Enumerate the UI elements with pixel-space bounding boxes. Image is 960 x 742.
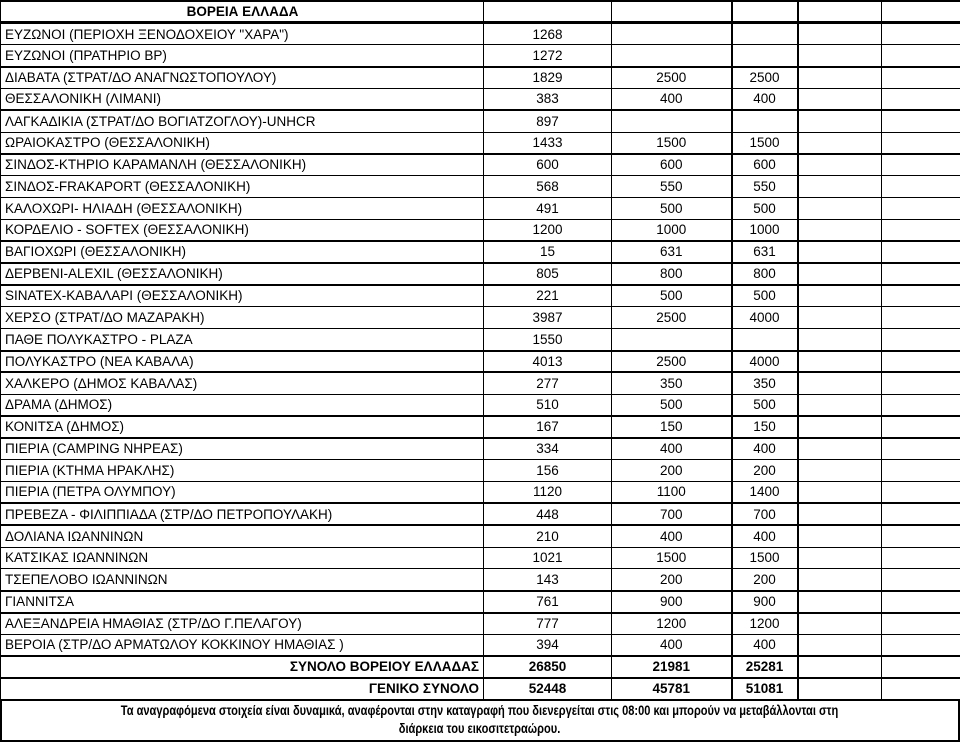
empty-cell — [798, 416, 882, 438]
total-value-cell: 21981 — [612, 656, 732, 678]
site-row — [1, 569, 960, 591]
site-value-cell: 1200 — [484, 219, 612, 241]
site-value-cell: 400 — [732, 525, 798, 547]
site-value-cell: 400 — [732, 634, 798, 656]
site-value-cell: 900 — [612, 591, 732, 613]
site-value-cell: 2500 — [612, 351, 732, 373]
empty-cell — [798, 634, 882, 656]
empty-cell — [882, 45, 960, 67]
empty-cell — [798, 372, 882, 394]
footnote-line-1: Τα αναγραφόμενα στοιχεία είναι δυναμικά, αναφέρονται στην καταγραφή που διενεργείται στις 08:00 και μπορούν να μεταβάλλονται στη — [121, 703, 839, 718]
site-name-cell: ΚΟΡΔΕΛΙΟ - SOFTEX (ΘΕΣΣΑΛΟΝΙΚΗ) — [1, 219, 484, 241]
site-name-cell: ΚΑΛΟΧΩΡΙ- ΗΛΙΑΔΗ (ΘΕΣΣΑΛΟΝΙΚΗ) — [1, 198, 484, 220]
site-value-cell: 277 — [484, 372, 612, 394]
empty-cell — [798, 569, 882, 591]
site-value-cell: 400 — [612, 88, 732, 110]
site-value-cell: 143 — [484, 569, 612, 591]
site-row — [1, 634, 960, 656]
site-row — [1, 285, 960, 307]
empty-cell — [798, 263, 882, 285]
empty-cell — [882, 416, 960, 438]
site-row — [1, 613, 960, 635]
site-value-cell — [732, 23, 798, 45]
site-value-cell: 334 — [484, 438, 612, 460]
site-row — [1, 591, 960, 613]
empty-cell — [798, 110, 882, 132]
empty-cell — [798, 45, 882, 67]
site-row — [1, 416, 960, 438]
site-value-cell: 600 — [484, 154, 612, 176]
site-value-cell: 1550 — [484, 329, 612, 351]
site-name-cell: ΛΑΓΚΑΔΙΚΙΑ (ΣΤΡΑΤ/ΔΟ ΒΟΓΙΑΤΖΟΓΛΟΥ)-UNHCR — [1, 110, 484, 132]
site-name-cell: ΚΟΝΙΤΣΑ (ΔΗΜΟΣ) — [1, 416, 484, 438]
total-value-cell: 26850 — [484, 656, 612, 678]
site-value-cell: 200 — [612, 460, 732, 482]
total-value-cell: 52448 — [484, 678, 612, 700]
site-name-cell: ΣΙΝΔΟΣ-FRAKAPORT (ΘΕΣΣΑΛΟΝΙΚΗ) — [1, 176, 484, 198]
site-value-cell: 210 — [484, 525, 612, 547]
site-value-cell: 400 — [612, 438, 732, 460]
site-name-cell: SINATEX-ΚΑΒΑΛΑΡΙ (ΘΕΣΣΑΛΟΝΙΚΗ) — [1, 285, 484, 307]
empty-cell — [882, 678, 960, 700]
site-row — [1, 198, 960, 220]
site-value-cell: 150 — [732, 416, 798, 438]
site-value-cell: 761 — [484, 591, 612, 613]
site-value-cell: 15 — [484, 241, 612, 263]
site-value-cell — [732, 110, 798, 132]
region-header-row — [1, 1, 960, 23]
site-value-cell: 1000 — [732, 219, 798, 241]
empty-cell — [798, 285, 882, 307]
empty-cell — [798, 547, 882, 569]
empty-cell — [882, 241, 960, 263]
site-row — [1, 45, 960, 67]
empty-cell — [798, 88, 882, 110]
empty-cell — [882, 67, 960, 89]
empty-cell — [882, 110, 960, 132]
site-value-cell: 350 — [612, 372, 732, 394]
site-row — [1, 547, 960, 569]
site-value-cell: 167 — [484, 416, 612, 438]
site-row — [1, 110, 960, 132]
site-value-cell: 897 — [484, 110, 612, 132]
site-value-cell: 1200 — [732, 613, 798, 635]
site-name-cell: ΠΟΛΥΚΑΣΤΡΟ (ΝΕΑ ΚΑΒΑΛΑ) — [1, 351, 484, 373]
empty-cell — [798, 219, 882, 241]
site-value-cell: 200 — [732, 460, 798, 482]
total-value-cell: 25281 — [732, 656, 798, 678]
empty-cell — [798, 241, 882, 263]
header-empty-cell — [732, 1, 798, 23]
site-value-cell — [612, 45, 732, 67]
site-name-cell: ΠΡΕΒΕΖΑ - ΦΙΛΙΠΠΙΑΔΑ (ΣΤΡ/ΔΟ ΠΕΤΡΟΠΟΥΛΑΚΗ) — [1, 503, 484, 525]
site-value-cell — [732, 329, 798, 351]
site-value-cell: 400 — [612, 525, 732, 547]
site-row — [1, 438, 960, 460]
site-value-cell: 200 — [612, 569, 732, 591]
header-empty-cell — [612, 1, 732, 23]
footnote-box — [0, 701, 960, 742]
site-value-cell: 1268 — [484, 23, 612, 45]
region-total-row — [1, 656, 960, 678]
site-value-cell: 500 — [612, 394, 732, 416]
total-value-cell: 51081 — [732, 678, 798, 700]
empty-cell — [882, 154, 960, 176]
empty-cell — [882, 460, 960, 482]
empty-cell — [798, 503, 882, 525]
site-value-cell: 1500 — [732, 132, 798, 154]
site-value-cell: 400 — [612, 634, 732, 656]
site-row — [1, 394, 960, 416]
empty-cell — [882, 351, 960, 373]
site-value-cell: 700 — [612, 503, 732, 525]
site-row — [1, 503, 960, 525]
site-name-cell: ΚΑΤΣΙΚΑΣ ΙΩΑΝΝΙΝΩΝ — [1, 547, 484, 569]
site-name-cell: ΑΛΕΞΑΝΔΡΕΙΑ ΗΜΑΘΙΑΣ (ΣΤΡ/ΔΟ Γ.ΠΕΛΑΓΟΥ) — [1, 613, 484, 635]
site-row — [1, 219, 960, 241]
site-row — [1, 307, 960, 329]
empty-cell — [798, 656, 882, 678]
empty-cell — [882, 23, 960, 45]
site-value-cell: 800 — [732, 263, 798, 285]
empty-cell — [798, 67, 882, 89]
site-value-cell: 900 — [732, 591, 798, 613]
site-row — [1, 241, 960, 263]
site-name-cell: ΔΕΡΒΕΝΙ-ALEXIL (ΘΕΣΣΑΛΟΝΙΚΗ) — [1, 263, 484, 285]
site-value-cell: 400 — [732, 88, 798, 110]
empty-cell — [882, 176, 960, 198]
empty-cell — [798, 176, 882, 198]
site-value-cell: 1120 — [484, 482, 612, 504]
empty-cell — [798, 482, 882, 504]
site-value-cell: 1500 — [612, 547, 732, 569]
site-value-cell: 221 — [484, 285, 612, 307]
site-value-cell: 550 — [612, 176, 732, 198]
empty-cell — [882, 569, 960, 591]
site-row — [1, 176, 960, 198]
empty-cell — [882, 372, 960, 394]
site-value-cell — [612, 23, 732, 45]
site-name-cell: ΕΥΖΩΝΟΙ (ΠΡΑΤΗΡΙΟ ΒΡ) — [1, 45, 484, 67]
empty-cell — [882, 613, 960, 635]
site-value-cell: 550 — [732, 176, 798, 198]
site-value-cell: 4000 — [732, 307, 798, 329]
site-value-cell: 383 — [484, 88, 612, 110]
site-value-cell: 1433 — [484, 132, 612, 154]
region-title: ΒΟΡΕΙΑ ΕΛΛΑΔΑ — [1, 1, 484, 23]
site-value-cell: 491 — [484, 198, 612, 220]
empty-cell — [798, 394, 882, 416]
site-value-cell: 600 — [732, 154, 798, 176]
site-name-cell: ΠΙΕΡΙΑ (CAMPING ΝΗΡΕΑΣ) — [1, 438, 484, 460]
site-value-cell: 500 — [732, 198, 798, 220]
empty-cell — [882, 263, 960, 285]
site-value-cell: 500 — [732, 285, 798, 307]
site-value-cell: 1829 — [484, 67, 612, 89]
site-value-cell: 1500 — [732, 547, 798, 569]
empty-cell — [882, 198, 960, 220]
empty-cell — [798, 591, 882, 613]
site-value-cell: 500 — [732, 394, 798, 416]
site-name-cell: ΘΕΣΣΑΛΟΝΙΚΗ (ΛΙΜΑΝΙ) — [1, 88, 484, 110]
site-name-cell: ΔΟΛΙΑΝΑ ΙΩΑΝΝΙΝΩΝ — [1, 525, 484, 547]
site-value-cell: 510 — [484, 394, 612, 416]
site-name-cell: ΒΑΓΙΟΧΩΡΙ (ΘΕΣΣΑΛΟΝΙΚΗ) — [1, 241, 484, 263]
empty-cell — [882, 132, 960, 154]
site-value-cell: 394 — [484, 634, 612, 656]
empty-cell — [798, 438, 882, 460]
site-value-cell: 350 — [732, 372, 798, 394]
site-value-cell — [612, 110, 732, 132]
empty-cell — [798, 132, 882, 154]
empty-cell — [798, 525, 882, 547]
site-name-cell: ΣΙΝΔΟΣ-ΚΤΗΡΙΟ ΚΑΡΑΜΑΝΛΗ (ΘΕΣΣΑΛΟΝΙΚΗ) — [1, 154, 484, 176]
total-label-cell: ΓΕΝΙΚΟ ΣΥΝΟΛΟ — [1, 678, 484, 700]
site-row — [1, 372, 960, 394]
site-value-cell: 1500 — [612, 132, 732, 154]
empty-cell — [882, 482, 960, 504]
site-value-cell: 777 — [484, 613, 612, 635]
empty-cell — [798, 23, 882, 45]
site-value-cell: 200 — [732, 569, 798, 591]
empty-cell — [882, 285, 960, 307]
grand-total-row — [1, 678, 960, 700]
header-empty-cell — [484, 1, 612, 23]
site-value-cell: 150 — [612, 416, 732, 438]
site-value-cell: 631 — [612, 241, 732, 263]
empty-cell — [882, 656, 960, 678]
empty-cell — [798, 329, 882, 351]
header-empty-cell — [798, 1, 882, 23]
empty-cell — [798, 351, 882, 373]
site-value-cell: 1200 — [612, 613, 732, 635]
empty-cell — [882, 219, 960, 241]
empty-cell — [798, 198, 882, 220]
empty-cell — [882, 503, 960, 525]
site-value-cell: 448 — [484, 503, 612, 525]
site-name-cell: ΧΑΛΚΕΡΟ (ΔΗΜΟΣ ΚΑΒΑΛΑΣ) — [1, 372, 484, 394]
site-value-cell: 631 — [732, 241, 798, 263]
empty-cell — [798, 613, 882, 635]
empty-cell — [798, 307, 882, 329]
site-name-cell: ΕΥΖΩΝΟΙ (ΠΕΡΙΟΧΗ ΞΕΝΟΔΟΧΕΙΟΥ "ΧΑΡΑ") — [1, 23, 484, 45]
empty-cell — [882, 307, 960, 329]
site-row — [1, 460, 960, 482]
site-value-cell: 400 — [732, 438, 798, 460]
site-name-cell: ΩΡΑΙΟΚΑΣΤΡΟ (ΘΕΣΣΑΛΟΝΙΚΗ) — [1, 132, 484, 154]
empty-cell — [882, 88, 960, 110]
site-row — [1, 263, 960, 285]
site-value-cell: 2500 — [612, 307, 732, 329]
empty-cell — [882, 394, 960, 416]
site-value-cell: 1100 — [612, 482, 732, 504]
empty-cell — [882, 525, 960, 547]
site-value-cell: 500 — [612, 198, 732, 220]
site-value-cell: 700 — [732, 503, 798, 525]
site-name-cell: ΔΙΑΒΑΤΑ (ΣΤΡΑΤ/ΔΟ ΑΝΑΓΝΩΣΤΟΠΟΥΛΟΥ) — [1, 67, 484, 89]
site-name-cell: ΠΙΕΡΙΑ (ΠΕΤΡΑ ΟΛΥΜΠΟΥ) — [1, 482, 484, 504]
sites-table-body — [1, 1, 960, 700]
site-name-cell: ΒΕΡΟΙΑ (ΣΤΡ/ΔΟ ΑΡΜΑΤΩΛΟΥ ΚΟΚΚΙΝΟΥ ΗΜΑΘΙΑΣ ) — [1, 634, 484, 656]
site-value-cell: 4000 — [732, 351, 798, 373]
site-name-cell: ΠΙΕΡΙΑ (ΚΤΗΜΑ ΗΡΑΚΛΗΣ) — [1, 460, 484, 482]
site-row — [1, 154, 960, 176]
total-label-cell: ΣΥΝΟΛΟ ΒΟΡΕΙΟΥ ΕΛΛΑΔΑΣ — [1, 656, 484, 678]
site-name-cell: ΠΑΘΕ ΠΟΛΥΚΑΣΤΡΟ - PLAZA — [1, 329, 484, 351]
empty-cell — [798, 460, 882, 482]
site-row — [1, 132, 960, 154]
footnote-line-2: διάρκεια του εικοσιτετραώρου. — [399, 721, 561, 736]
site-value-cell — [612, 329, 732, 351]
site-value-cell: 156 — [484, 460, 612, 482]
empty-cell — [798, 154, 882, 176]
site-value-cell: 805 — [484, 263, 612, 285]
empty-cell — [882, 591, 960, 613]
site-value-cell: 1400 — [732, 482, 798, 504]
site-name-cell: ΔΡΑΜΑ (ΔΗΜΟΣ) — [1, 394, 484, 416]
site-row — [1, 329, 960, 351]
header-empty-cell — [882, 1, 960, 23]
site-row — [1, 23, 960, 45]
site-value-cell: 1021 — [484, 547, 612, 569]
site-value-cell: 600 — [612, 154, 732, 176]
site-value-cell: 568 — [484, 176, 612, 198]
site-value-cell: 800 — [612, 263, 732, 285]
site-name-cell: ΓΙΑΝΝΙΤΣΑ — [1, 591, 484, 613]
site-row — [1, 67, 960, 89]
empty-cell — [882, 547, 960, 569]
site-row — [1, 351, 960, 373]
empty-cell — [882, 329, 960, 351]
site-value-cell: 500 — [612, 285, 732, 307]
total-value-cell: 45781 — [612, 678, 732, 700]
site-value-cell: 1000 — [612, 219, 732, 241]
site-value-cell: 3987 — [484, 307, 612, 329]
site-row — [1, 482, 960, 504]
empty-cell — [882, 438, 960, 460]
site-value-cell: 2500 — [732, 67, 798, 89]
site-row — [1, 88, 960, 110]
site-name-cell: ΤΣΕΠΕΛΟΒΟ ΙΩΑΝΝΙΝΩΝ — [1, 569, 484, 591]
site-value-cell: 1272 — [484, 45, 612, 67]
empty-cell — [798, 678, 882, 700]
empty-cell — [882, 634, 960, 656]
site-row — [1, 525, 960, 547]
site-name-cell: ΧΕΡΣΟ (ΣΤΡΑΤ/ΔΟ ΜΑΖΑΡΑΚΗ) — [1, 307, 484, 329]
site-value-cell: 4013 — [484, 351, 612, 373]
site-value-cell — [732, 45, 798, 67]
site-value-cell: 2500 — [612, 67, 732, 89]
